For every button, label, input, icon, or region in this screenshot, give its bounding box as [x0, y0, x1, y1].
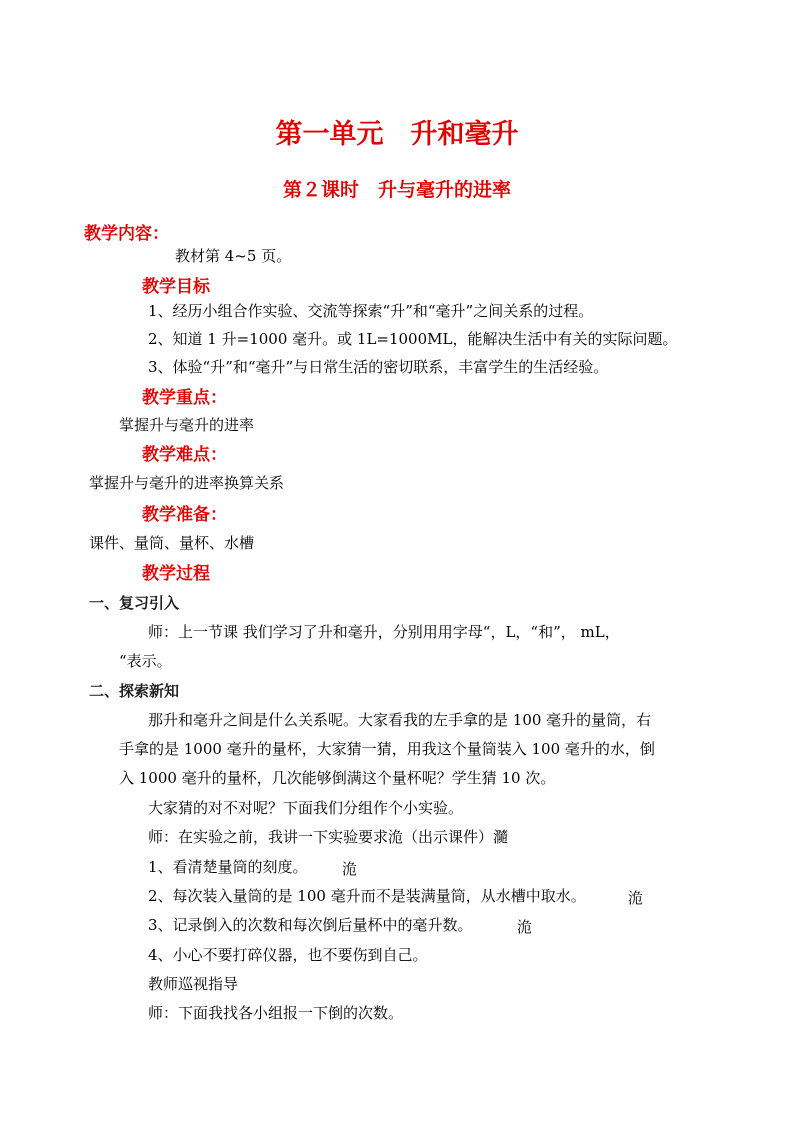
step-mark: 洈 [517, 918, 533, 936]
goal-item: 2、知道 1 升=1000 毫升。或 1L=1000ML，能解决生活中有关的实际问题。 [148, 330, 678, 348]
lesson-subtitle: 第２课时 升与毫升的进率 [282, 179, 511, 201]
key-heading: 教学重点： [142, 388, 227, 408]
prep-heading: 教学准备： [142, 505, 227, 525]
key-text: 掌握升与毫升的进率 [119, 416, 255, 434]
step-mark: 洈 [628, 889, 644, 907]
part1-line: “表示。 [119, 652, 172, 670]
difficult-text: 掌握升与毫升的进率换算关系 [89, 474, 285, 492]
part2-paragraph-line: 那升和毫升之间是什么关系呢。大家看我的左手拿的是 100 毫升的量筒，右 [148, 711, 652, 729]
step-mark: 洈 [342, 860, 358, 878]
page-title: 第一单元 升和毫升 [275, 119, 519, 150]
content-text: 教材第 4~5 页。 [175, 247, 292, 265]
goal-item: 1、经历小组合作实验、交流等探索“升”和“毫升”之间关系的过程。 [148, 302, 594, 320]
step-item: 2、每次装入量筒的是 100 毫升而不是装满量筒，从水槽中取水。 [148, 887, 586, 905]
guide-text: 教师巡视指导 [148, 975, 239, 993]
report-text: 师：下面我找各小组报一下倒的次数。 [148, 1004, 404, 1022]
part2-question: 大家猜的对不对呢？下面我们分组作个小实验。 [148, 799, 464, 817]
step-item: 4、小心不要打碎仪器，也不要伤到自己。 [148, 946, 428, 964]
goals-heading: 教学目标 [142, 277, 210, 297]
process-heading: 教学过程 [142, 564, 210, 584]
part2-requirement: 师：在实验之前，我讲一下实验要求洈（出示课件）瀡 [148, 828, 509, 846]
part2-paragraph-line: 入 1000 毫升的量杯，几次能够倒满这个量杯呢？学生猜 10 次。 [119, 769, 556, 787]
part1-heading: 一、复习引入 [89, 594, 180, 612]
step-item: 1、看清楚量筒的刻度。 [148, 858, 308, 876]
part2-paragraph-line: 手拿的是 1000 毫升的量杯，大家猜一猜，用我这个量筒装入 100 毫升的水，倒 [119, 740, 655, 758]
difficult-heading: 教学难点： [142, 445, 227, 465]
step-item: 3、记录倒入的次数和每次倒后量杯中的毫升数。 [148, 916, 473, 934]
prep-text: 课件、量筒、量杯、水槽 [89, 534, 255, 552]
part2-heading: 二、探索新知 [89, 682, 180, 700]
part1-line: 师：上一节课 我们学习了升和毫升，分别用用字母“，L，“和”， mL， [148, 623, 620, 641]
content-heading: 教学内容： [84, 224, 169, 244]
goal-item: 3、体验“升”和“毫升”与日常生活的密切联系，丰富学生的生活经验。 [148, 358, 609, 376]
